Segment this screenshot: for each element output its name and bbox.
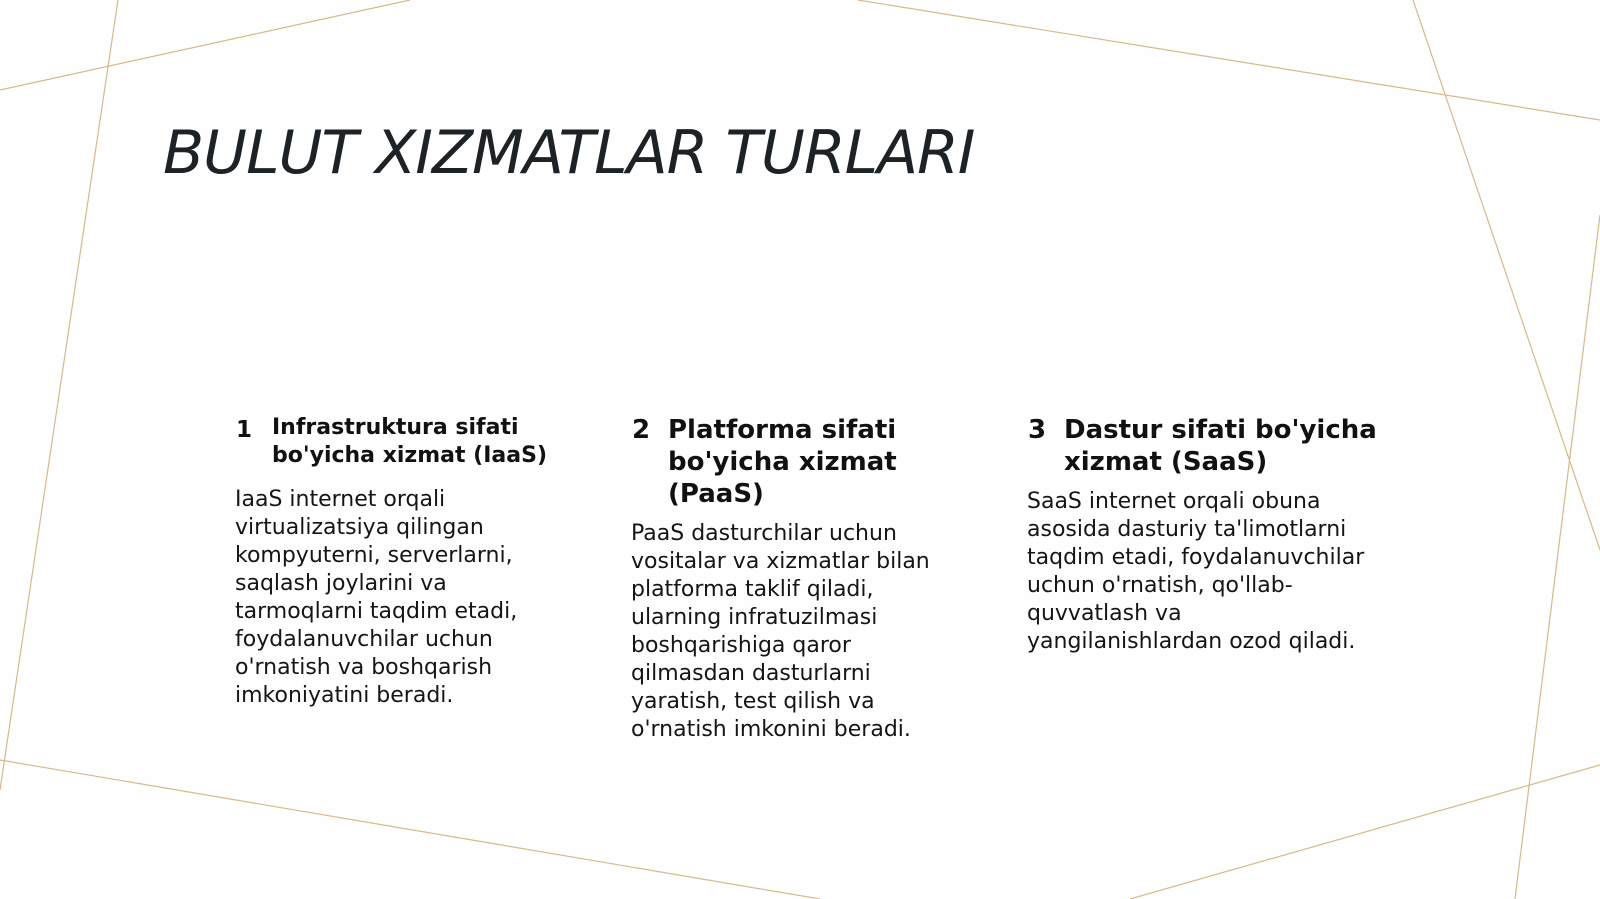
item-number: 3	[1028, 415, 1047, 445]
decorative-line	[0, 0, 410, 90]
slide-title: BULUT XIZMATLAR TURLARI	[163, 118, 975, 188]
item-number: 2	[632, 415, 651, 445]
service-item-paas	[631, 414, 991, 744]
decorative-line	[1413, 0, 1600, 550]
decorative-line	[858, 0, 1600, 120]
item-number: 1	[236, 417, 253, 443]
decorative-line	[0, 0, 118, 790]
service-item-iaas	[235, 414, 595, 710]
service-item-header	[631, 414, 991, 510]
decorative-line	[1515, 215, 1600, 899]
item-description: PaaS dasturchilar uchun vositalar va xizmatlar bilan platforma taklif qiladi, ularning infratuzilmasi boshqarishiga qaror qilmasdan dasturlarni yaratish, test qilish va o'rnatish imkonini beradi.	[631, 521, 930, 742]
service-item-saas	[1027, 414, 1387, 656]
item-heading: Infrastruktura sifati bo'yicha xizmat (IaaS)	[272, 415, 547, 468]
item-description: SaaS internet orqali obuna asosida dasturiy ta'limotlarni taqdim etadi, foydalanuvchilar uchun o'rnatish, qo'llab-quvvatlash va yangilanishlardan ozod qiladi.	[1027, 489, 1365, 654]
service-item-header	[1027, 414, 1387, 478]
item-heading: Platforma sifati bo'yicha xizmat (PaaS)	[668, 415, 897, 509]
decorative-line	[0, 760, 820, 899]
service-item-header	[235, 414, 595, 470]
decorative-line	[1130, 765, 1600, 899]
item-description: IaaS internet orqali virtualizatsiya qilingan kompyuterni, serverlarni, saqlash joylarini va tarmoqlarni taqdim etadi, foydalanuvchilar uchun o'rnatish va boshqarish imkoniyatini beradi.	[235, 487, 518, 708]
item-heading: Dastur sifati bo'yicha xizmat (SaaS)	[1064, 415, 1377, 477]
